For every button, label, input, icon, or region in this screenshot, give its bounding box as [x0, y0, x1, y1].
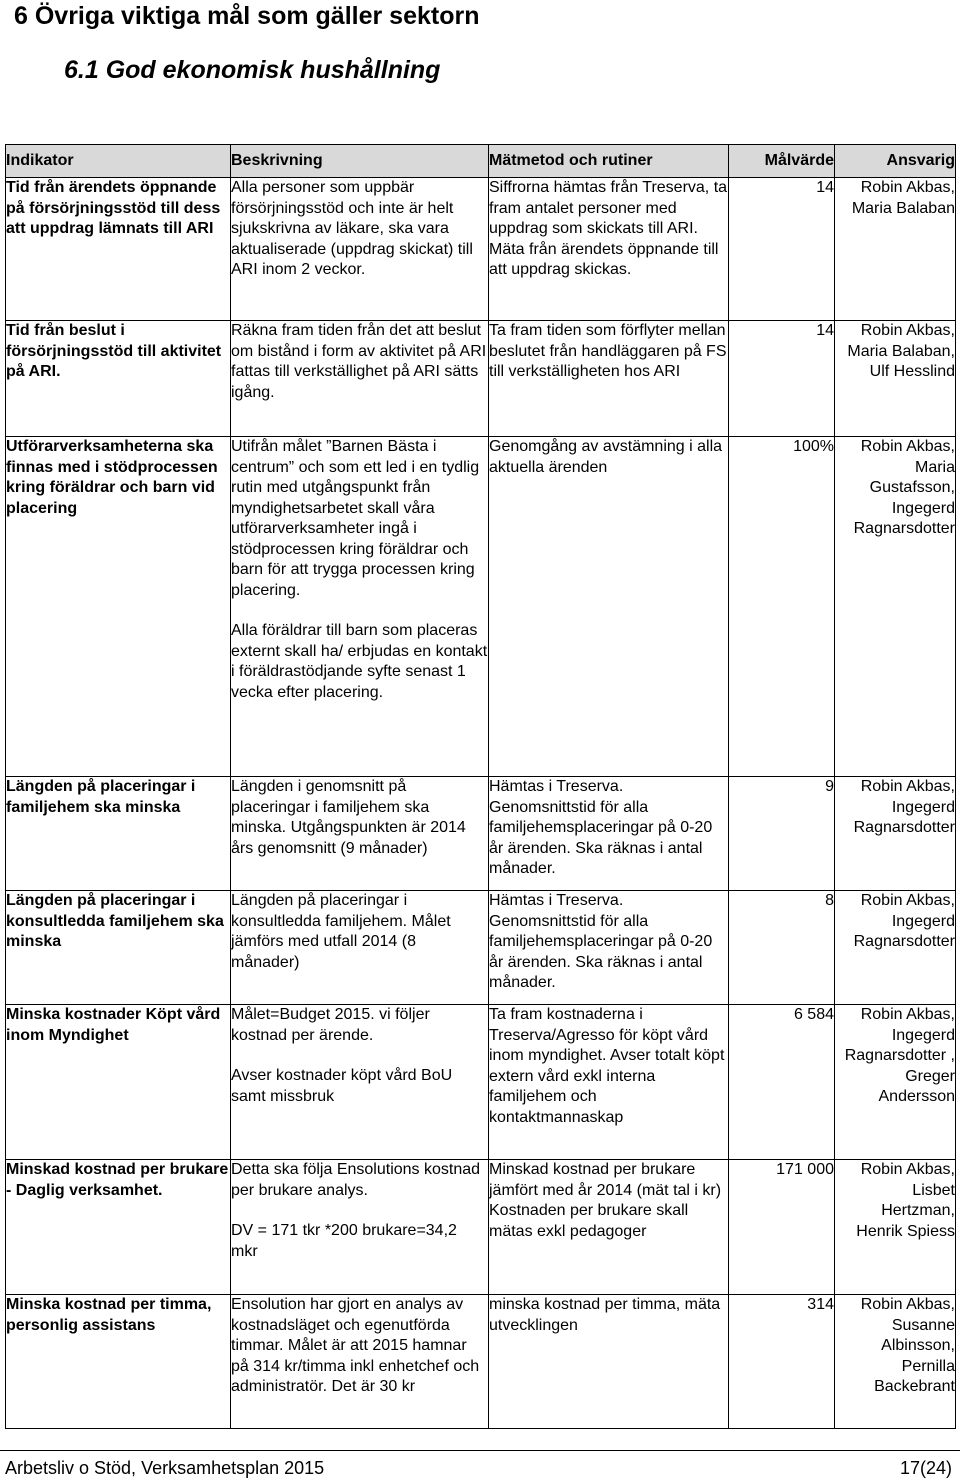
responsible-cell: Robin Akbas, Maria Balaban [835, 178, 956, 321]
target-cell: 14 [729, 178, 835, 321]
description-text: Detta ska följa Ensolutions kostnad per brukare analys. [231, 1161, 481, 1199]
description-text: Målet=Budget 2015. vi följer kostnad per ärende. [231, 1006, 430, 1044]
footer-page-number: 17(24) [899, 1458, 952, 1478]
column-header-malvarde: Målvärde [729, 145, 835, 178]
description-text: Utifrån målet ”Barnen Bästa i centrum” och som ett led i en tydlig rutin med utgångspunkt från myndighetsarbetet skall våra utförarverksamheter ingå i stödprocessen kring föräldrar och barn för att trygga processen kring placering. [231, 438, 480, 599]
method-text: Siffrorna hämtas från Treserva, ta fram antalet personer med uppdrag som skickats till ARI. Mäta från ärendets öppnande till att uppdrag skickas. [489, 179, 728, 278]
table-row [6, 437, 956, 777]
footer-document-title: Arbetsliv o Stöd, Verksamhetsplan 2015 [5, 1458, 325, 1478]
section-heading: 6 Övriga viktiga mål som gäller sektorn [14, 2, 480, 30]
table-row [6, 1005, 956, 1160]
description-text: Räkna fram tiden från det att beslut om bistånd i form av aktivitet på ARI fattas till verkställighet på ARI sätts igång. [231, 322, 487, 401]
description-cell [231, 1295, 489, 1429]
method-text: Hämtas i Treserva. Genomsnittstid för alla familjehemsplaceringar på 0-20 år ärenden. Ska räknas i antal månader. [489, 778, 713, 877]
table-row [6, 1295, 956, 1429]
target-cell: 8 [729, 891, 835, 1005]
method-text: Hämtas i Treserva. Genomsnittstid för alla familjehemsplaceringar på 0-20 år ärenden. Ska räknas i antal månader. [489, 892, 713, 991]
indicator-cell: Minskad kostnad per brukare - Daglig verksamhet. [6, 1160, 231, 1295]
method-text: minska kostnad per timma, mäta utvecklingen [489, 1296, 721, 1334]
method-cell [489, 178, 729, 321]
description-text: Ensolution har gjort en analys av kostnadsläget och egenutförda timmar. Målet är att 2015 hamnar på 314 kr/timma inkl enhetchef och administratör. Det är 30 kr [231, 1296, 480, 1395]
responsible-cell: Robin Akbas, Lisbet Hertzman, Henrik Spiess [835, 1160, 956, 1295]
method-cell [489, 891, 729, 1005]
indicator-cell: Längden på placeringar i konsultledda familjehem ska minska [6, 891, 231, 1005]
description-cell [231, 437, 489, 777]
column-header-ansvarig: Ansvarig [835, 145, 956, 178]
responsible-cell: Robin Akbas, Ingegerd Ragnarsdotter , Greger Andersson [835, 1005, 956, 1160]
responsible-cell: Robin Akbas, Susanne Albinsson, Pernilla Backebrant [835, 1295, 956, 1429]
description-text: Avser kostnader köpt vård BoU samt missbruk [231, 1067, 453, 1105]
method-cell [489, 777, 729, 891]
responsible-cell: Robin Akbas, Ingegerd Ragnarsdotter [835, 891, 956, 1005]
table-row [6, 1160, 956, 1295]
column-header-indikator: Indikator [6, 145, 231, 178]
column-header-beskrivning: Beskrivning [231, 145, 489, 178]
indicator-cell: Utförarverksamheterna ska finnas med i stödprocessen kring föräldrar och barn vid placering [6, 437, 231, 777]
method-cell [489, 321, 729, 437]
target-cell: 100% [729, 437, 835, 777]
table-row [6, 178, 956, 321]
description-cell [231, 1160, 489, 1295]
target-cell: 171 000 [729, 1160, 835, 1295]
description-cell [231, 321, 489, 437]
description-text: Alla personer som uppbär försörjningsstöd och inte är helt sjukskrivna av läkare, ska vara aktualiserade (uppdrag skickat) till ARI inom 2 veckor. [231, 179, 473, 278]
responsible-cell: Robin Akbas, Maria Balaban, Ulf Hesslind [835, 321, 956, 437]
description-cell [231, 178, 489, 321]
target-cell: 9 [729, 777, 835, 891]
description-text: Längden i genomsnitt på placeringar i familjehem ska minska. Utgångspunkten är 2014 års genomsnitt (9 månader) [231, 778, 466, 857]
method-cell [489, 1005, 729, 1160]
method-cell [489, 437, 729, 777]
method-cell [489, 1295, 729, 1429]
description-text: Längden på placeringar i konsultledda familjehem. Målet jämförs med utfall 2014 (8 månader) [231, 892, 451, 971]
responsible-cell: Robin Akbas, Maria Gustafsson, Ingegerd Ragnarsdotter [835, 437, 956, 777]
target-cell: 314 [729, 1295, 835, 1429]
description-cell [231, 777, 489, 891]
method-cell [489, 1160, 729, 1295]
method-text: Ta fram kostnaderna i Treserva/Agresso för köpt vård inom myndighet. Avser totalt köpt extern vård exkl interna familjehem och kontaktmannaskap [489, 1006, 725, 1126]
footer-divider [0, 1450, 960, 1451]
description-cell [231, 891, 489, 1005]
indicator-table [5, 144, 956, 1429]
column-header-matmetod: Mätmetod och rutiner [489, 145, 729, 178]
indicator-cell: Längden på placeringar i familjehem ska minska [6, 777, 231, 891]
description-text: Alla föräldrar till barn som placeras externt skall ha/ erbjudas en kontakt i föräldrastödjande syfte senast 1 vecka efter placering. [231, 622, 488, 701]
indicator-cell: Tid från ärendets öppnande på försörjningsstöd till dess att uppdrag lämnats till ARI [6, 178, 231, 321]
method-text: Genomgång av avstämning i alla aktuella ärenden [489, 438, 723, 476]
responsible-cell: Robin Akbas, Ingegerd Ragnarsdotter [835, 777, 956, 891]
method-text: Minskad kostnad per brukare jämfört med år 2014 (mät tal i kr) Kostnaden per brukare skall mätas exkl pedagoger [489, 1161, 722, 1240]
target-cell: 6 584 [729, 1005, 835, 1160]
indicator-cell: Tid från beslut i försörjningsstöd till aktivitet på ARI. [6, 321, 231, 437]
table-row [6, 777, 956, 891]
indicator-cell: Minska kostnad per timma, personlig assistans [6, 1295, 231, 1429]
table-row [6, 321, 956, 437]
target-cell: 14 [729, 321, 835, 437]
indicator-cell: Minska kostnader Köpt vård inom Myndighet [6, 1005, 231, 1160]
subsection-heading: 6.1 God ekonomisk hushållning [64, 56, 441, 84]
description-cell [231, 1005, 489, 1160]
method-text: Ta fram tiden som förflyter mellan beslutet från handläggaren på FS till verkställigheten hos ARI [489, 322, 727, 380]
description-text: DV = 171 tkr *200 brukare=34,2 mkr [231, 1222, 457, 1260]
table-row [6, 891, 956, 1005]
table-header-row [6, 145, 956, 178]
